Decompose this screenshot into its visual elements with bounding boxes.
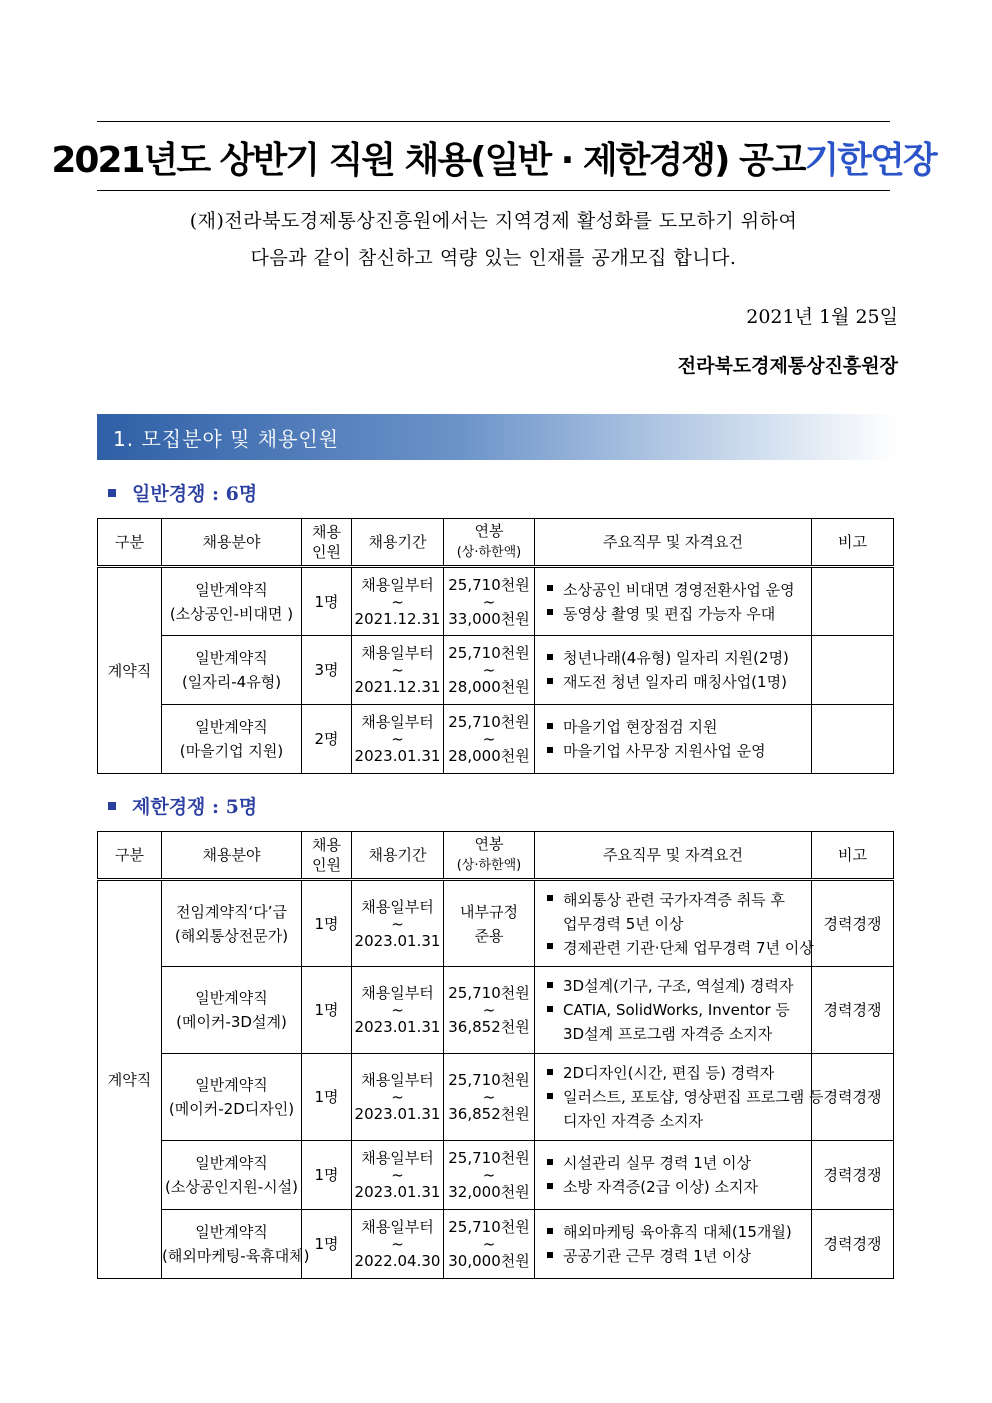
field-type: 일반계약직 xyxy=(195,649,268,667)
duty-item xyxy=(547,578,811,602)
period-from: 채용일부터 xyxy=(361,897,434,916)
salary-cell xyxy=(444,1054,535,1141)
period-to: 2023.01.31 xyxy=(354,1105,441,1123)
organization-signature: 전라북도경제통상진흥원장 xyxy=(677,355,898,377)
period-to: 2023.01.31 xyxy=(354,931,441,950)
field-detail: (소상공인지원-시설) xyxy=(164,1178,299,1196)
period-from: 채용일부터 xyxy=(361,575,434,594)
duty-item xyxy=(547,1151,811,1175)
period-to: 2023.01.31 xyxy=(354,1018,441,1036)
duties-cell xyxy=(535,636,812,705)
square-bullet-icon xyxy=(108,489,116,497)
duties-cell xyxy=(535,1210,812,1279)
note-cell xyxy=(812,567,894,636)
table-row xyxy=(98,636,894,705)
salary-max: 36,852천원 xyxy=(448,1018,530,1036)
page-title xyxy=(51,126,936,188)
tilde-mark: ~ xyxy=(391,1166,404,1184)
bullet-square-icon xyxy=(547,982,553,988)
duty-item xyxy=(547,974,811,998)
period-to: 2023.01.31 xyxy=(354,747,441,765)
count-cell: 2명 xyxy=(302,705,352,774)
header-field: 채용분야 xyxy=(162,832,302,880)
duty-text: 해외통상 관련 국가자격증 취득 후 xyxy=(563,890,785,909)
bullet-square-icon xyxy=(547,654,553,660)
field-detail: (해외마케팅-육휴대체) xyxy=(162,1247,310,1265)
bullet-square-icon xyxy=(547,723,553,729)
count-cell: 1명 xyxy=(302,1141,352,1210)
field-type: 전임계약직‘다’급 xyxy=(176,902,287,921)
page-title-main: 2021년도 상반기 직원 채용(일반 · 제한경쟁) 공고 xyxy=(51,139,805,181)
table-row xyxy=(98,1054,894,1141)
duty-item xyxy=(547,1175,811,1199)
tilde-mark: ~ xyxy=(391,1235,404,1253)
bullet-square-icon xyxy=(547,609,553,615)
tilde-mark: ~ xyxy=(482,1001,496,1019)
duties-cell xyxy=(535,967,812,1054)
salary-max: 33,000천원 xyxy=(448,609,530,628)
tilde-mark: ~ xyxy=(482,592,496,611)
period-from: 채용일부터 xyxy=(361,1071,434,1089)
duty-item xyxy=(547,670,811,694)
salary-min: 25,710천원 xyxy=(448,575,530,594)
tilde-mark: ~ xyxy=(391,661,404,679)
tilde-mark: ~ xyxy=(482,1088,496,1106)
salary-min: 25,710천원 xyxy=(448,644,530,662)
note-cell: 경력경쟁 xyxy=(812,967,894,1054)
tilde-mark: ~ xyxy=(391,914,404,933)
salary-min: 25,710천원 xyxy=(448,1218,530,1236)
general-heading-text: 일반경쟁 : 6명 xyxy=(132,483,258,505)
duty-item xyxy=(547,1109,811,1133)
header-count: 채용 인원 xyxy=(302,832,352,880)
period-from: 채용일부터 xyxy=(361,984,434,1002)
header-note: 비고 xyxy=(812,519,894,567)
salary-max: 32,000천원 xyxy=(448,1183,530,1201)
note-cell: 경력경쟁 xyxy=(812,1210,894,1279)
field-type: 일반계약직 xyxy=(195,718,268,736)
duty-text: 청년나래(4유형) 일자리 지원(2명) xyxy=(563,649,789,667)
duty-item xyxy=(547,912,811,936)
duties-cell xyxy=(535,705,812,774)
period-cell xyxy=(352,1054,444,1141)
count-cell: 1명 xyxy=(302,880,352,967)
tilde-mark: ~ xyxy=(482,661,496,679)
limited-heading-text: 제한경쟁 : 5명 xyxy=(132,796,258,818)
salary-max: 준용 xyxy=(474,926,504,945)
field-detail: (일자리-4유형) xyxy=(181,673,282,691)
bullet-square-icon xyxy=(547,1006,553,1012)
tilde-mark: ~ xyxy=(391,730,404,748)
bullet-square-icon xyxy=(547,895,553,901)
duty-text: 업무경력 5년 이상 xyxy=(563,914,684,933)
table-row xyxy=(98,967,894,1054)
duty-text: 소상공인 비대면 경영전환사업 운영 xyxy=(563,580,795,599)
field-type: 일반계약직 xyxy=(195,1223,268,1241)
duty-text: 시설관리 실무 경력 1년 이상 xyxy=(563,1154,752,1172)
duty-text: 소방 자격증(2급 이상) 소지자 xyxy=(563,1178,758,1196)
salary-cell xyxy=(444,967,535,1054)
note-cell xyxy=(812,636,894,705)
salary-max: 28,000천원 xyxy=(448,678,530,696)
field-cell xyxy=(162,1141,302,1210)
duty-text: 2D디자인(시간, 편집 등) 경력자 xyxy=(563,1064,775,1082)
field-cell xyxy=(162,880,302,967)
tilde-mark: ~ xyxy=(391,1001,404,1019)
period-to: 2022.04.30 xyxy=(354,1252,441,1270)
period-cell xyxy=(352,1141,444,1210)
field-detail: (메이커-2D디자인) xyxy=(168,1100,295,1118)
note-cell xyxy=(812,705,894,774)
table-header-row xyxy=(98,519,894,567)
table-row xyxy=(98,705,894,774)
duty-text: 3D설계(기구, 구조, 역설계) 경력자 xyxy=(563,977,794,995)
count-cell: 1명 xyxy=(302,967,352,1054)
duty-item xyxy=(547,888,811,912)
duty-item xyxy=(547,602,811,626)
duty-text: CATIA, SolidWorks, Inventor 등 xyxy=(563,1001,790,1019)
note-cell: 경력경쟁 xyxy=(812,880,894,967)
salary-min: 25,710천원 xyxy=(448,984,530,1002)
header-salary: 연봉 (상·하한액) xyxy=(444,519,535,567)
general-heading xyxy=(108,479,257,506)
duty-item xyxy=(547,998,811,1022)
salary-max: 36,852천원 xyxy=(448,1105,530,1123)
header-salary: 연봉 (상·하한액) xyxy=(444,832,535,880)
duty-text: 재도전 청년 일자리 매칭사업(1명) xyxy=(563,673,787,691)
announcement-date: 2021년 1월 25일 xyxy=(746,306,898,328)
duty-text: 공공기관 근무 경력 1년 이상 xyxy=(563,1247,752,1265)
period-to: 2023.01.31 xyxy=(354,1183,441,1201)
table-row xyxy=(98,1210,894,1279)
title-top-rule xyxy=(97,121,890,122)
bullet-square-icon xyxy=(547,1069,553,1075)
field-detail: (해외통상전문가) xyxy=(174,926,289,945)
duties-cell xyxy=(535,1054,824,1141)
duty-text: 경제관련 기관·단체 업무경력 7년 이상 xyxy=(563,938,814,957)
bullet-square-icon xyxy=(547,1228,553,1234)
count-cell: 1명 xyxy=(302,1210,352,1279)
field-cell xyxy=(162,705,302,774)
field-cell xyxy=(162,567,302,636)
duty-text: 마을기업 현장점검 지원 xyxy=(563,718,718,736)
salary-min: 내부규정 xyxy=(460,902,518,921)
table-row xyxy=(98,1141,894,1210)
category-cell: 계약직 xyxy=(98,567,162,774)
table-row xyxy=(98,567,894,636)
salary-cell xyxy=(444,636,535,705)
period-from: 채용일부터 xyxy=(361,713,434,731)
tilde-mark: ~ xyxy=(482,730,496,748)
field-detail: (마을기업 지원) xyxy=(179,742,284,760)
duty-item xyxy=(547,1022,811,1046)
bullet-square-icon xyxy=(547,747,553,753)
period-from: 채용일부터 xyxy=(361,1218,434,1236)
field-type: 일반계약직 xyxy=(195,1076,268,1094)
duty-item xyxy=(547,1220,811,1244)
bullet-square-icon xyxy=(547,1159,553,1165)
header-duties: 주요직무 및 자격요건 xyxy=(535,519,812,567)
header-period: 채용기간 xyxy=(352,519,444,567)
header-note: 비고 xyxy=(812,832,894,880)
period-cell xyxy=(352,567,444,636)
salary-min: 25,710천원 xyxy=(448,713,530,731)
field-cell xyxy=(162,636,302,705)
salary-max: 28,000천원 xyxy=(448,747,530,765)
period-cell xyxy=(352,1210,444,1279)
duty-text: 해외마케팅 육아휴직 대체(15개월) xyxy=(563,1223,792,1241)
bullet-square-icon xyxy=(547,1183,553,1189)
salary-min: 25,710천원 xyxy=(448,1149,530,1167)
section-banner xyxy=(97,414,897,460)
duty-item xyxy=(547,1244,811,1268)
note-cell: 경력경쟁 xyxy=(812,1141,894,1210)
bullet-square-icon xyxy=(547,585,553,591)
period-from: 채용일부터 xyxy=(361,644,434,662)
intro-line-1: (재)전라북도경제통상진흥원에서는 지역경제 활성화를 도모하기 위하여 xyxy=(189,210,798,232)
section-title: 1. 모집분야 및 채용인원 xyxy=(113,427,340,451)
field-cell xyxy=(162,1054,302,1141)
page-title-accent: 기한연장 xyxy=(804,139,936,181)
duty-text: 동영상 촬영 및 편집 가능자 우대 xyxy=(563,604,776,623)
field-type: 일반계약직 xyxy=(195,580,268,599)
square-bullet-icon xyxy=(108,802,116,810)
header-field: 채용분야 xyxy=(162,519,302,567)
duty-text: 3D설계 프로그램 자격증 소지자 xyxy=(563,1025,773,1043)
salary-cell xyxy=(444,1141,535,1210)
duty-item xyxy=(547,936,814,960)
salary-cell xyxy=(444,880,535,967)
duty-item xyxy=(547,646,811,670)
table-header-row xyxy=(98,832,894,880)
field-detail: (소상공인-비대면 ) xyxy=(169,604,294,623)
duty-text: 일러스트, 포토샵, 영상편집 프로그램 등 xyxy=(563,1088,824,1106)
duty-item xyxy=(547,1061,811,1085)
general-table xyxy=(97,518,894,774)
limited-heading xyxy=(108,792,257,819)
limited-table xyxy=(97,831,894,1279)
header-count: 채용 인원 xyxy=(302,519,352,567)
intro-line-2: 다음과 같이 참신하고 역량 있는 인재를 공개모집 합니다. xyxy=(250,247,737,269)
duty-text: 디자인 자격증 소지자 xyxy=(563,1112,703,1130)
salary-max: 30,000천원 xyxy=(448,1252,530,1270)
header-category: 구분 xyxy=(98,519,162,567)
tilde-mark: ~ xyxy=(482,1166,496,1184)
bullet-square-icon xyxy=(547,943,553,949)
salary-cell xyxy=(444,705,535,774)
period-cell xyxy=(352,880,444,967)
duties-cell xyxy=(535,567,812,636)
period-cell xyxy=(352,967,444,1054)
period-cell xyxy=(352,636,444,705)
field-cell xyxy=(162,1210,310,1279)
tilde-mark: ~ xyxy=(482,1235,496,1253)
tilde-mark: ~ xyxy=(391,1088,404,1106)
count-cell: 1명 xyxy=(302,567,352,636)
duty-item xyxy=(547,715,811,739)
duty-item xyxy=(547,739,811,763)
field-cell xyxy=(162,967,302,1054)
bullet-square-icon xyxy=(547,678,553,684)
category-cell: 계약직 xyxy=(98,880,162,1279)
field-type: 일반계약직 xyxy=(195,989,268,1007)
duty-item xyxy=(547,1085,824,1109)
header-category: 구분 xyxy=(98,832,162,880)
period-to: 2021.12.31 xyxy=(354,678,441,696)
count-cell: 3명 xyxy=(302,636,352,705)
header-period: 채용기간 xyxy=(352,832,444,880)
bullet-square-icon xyxy=(547,1252,553,1258)
bullet-square-icon xyxy=(547,1093,553,1099)
period-to: 2021.12.31 xyxy=(354,609,441,628)
duty-text: 마을기업 사무장 지원사업 운영 xyxy=(563,742,766,760)
tilde-mark: ~ xyxy=(391,592,404,611)
field-type: 일반계약직 xyxy=(195,1154,268,1172)
duties-cell xyxy=(535,1141,812,1210)
salary-cell xyxy=(444,1210,535,1279)
note-cell: 경력경쟁 xyxy=(812,1054,894,1141)
title-bottom-rule xyxy=(97,190,890,191)
count-cell: 1명 xyxy=(302,1054,352,1141)
header-duties: 주요직무 및 자격요건 xyxy=(535,832,812,880)
table-row xyxy=(98,880,894,967)
field-detail: (메이커-3D설계) xyxy=(176,1013,287,1031)
period-cell xyxy=(352,705,444,774)
duties-cell xyxy=(535,880,812,967)
salary-cell xyxy=(444,567,535,636)
salary-min: 25,710천원 xyxy=(448,1071,530,1089)
period-from: 채용일부터 xyxy=(361,1149,434,1167)
